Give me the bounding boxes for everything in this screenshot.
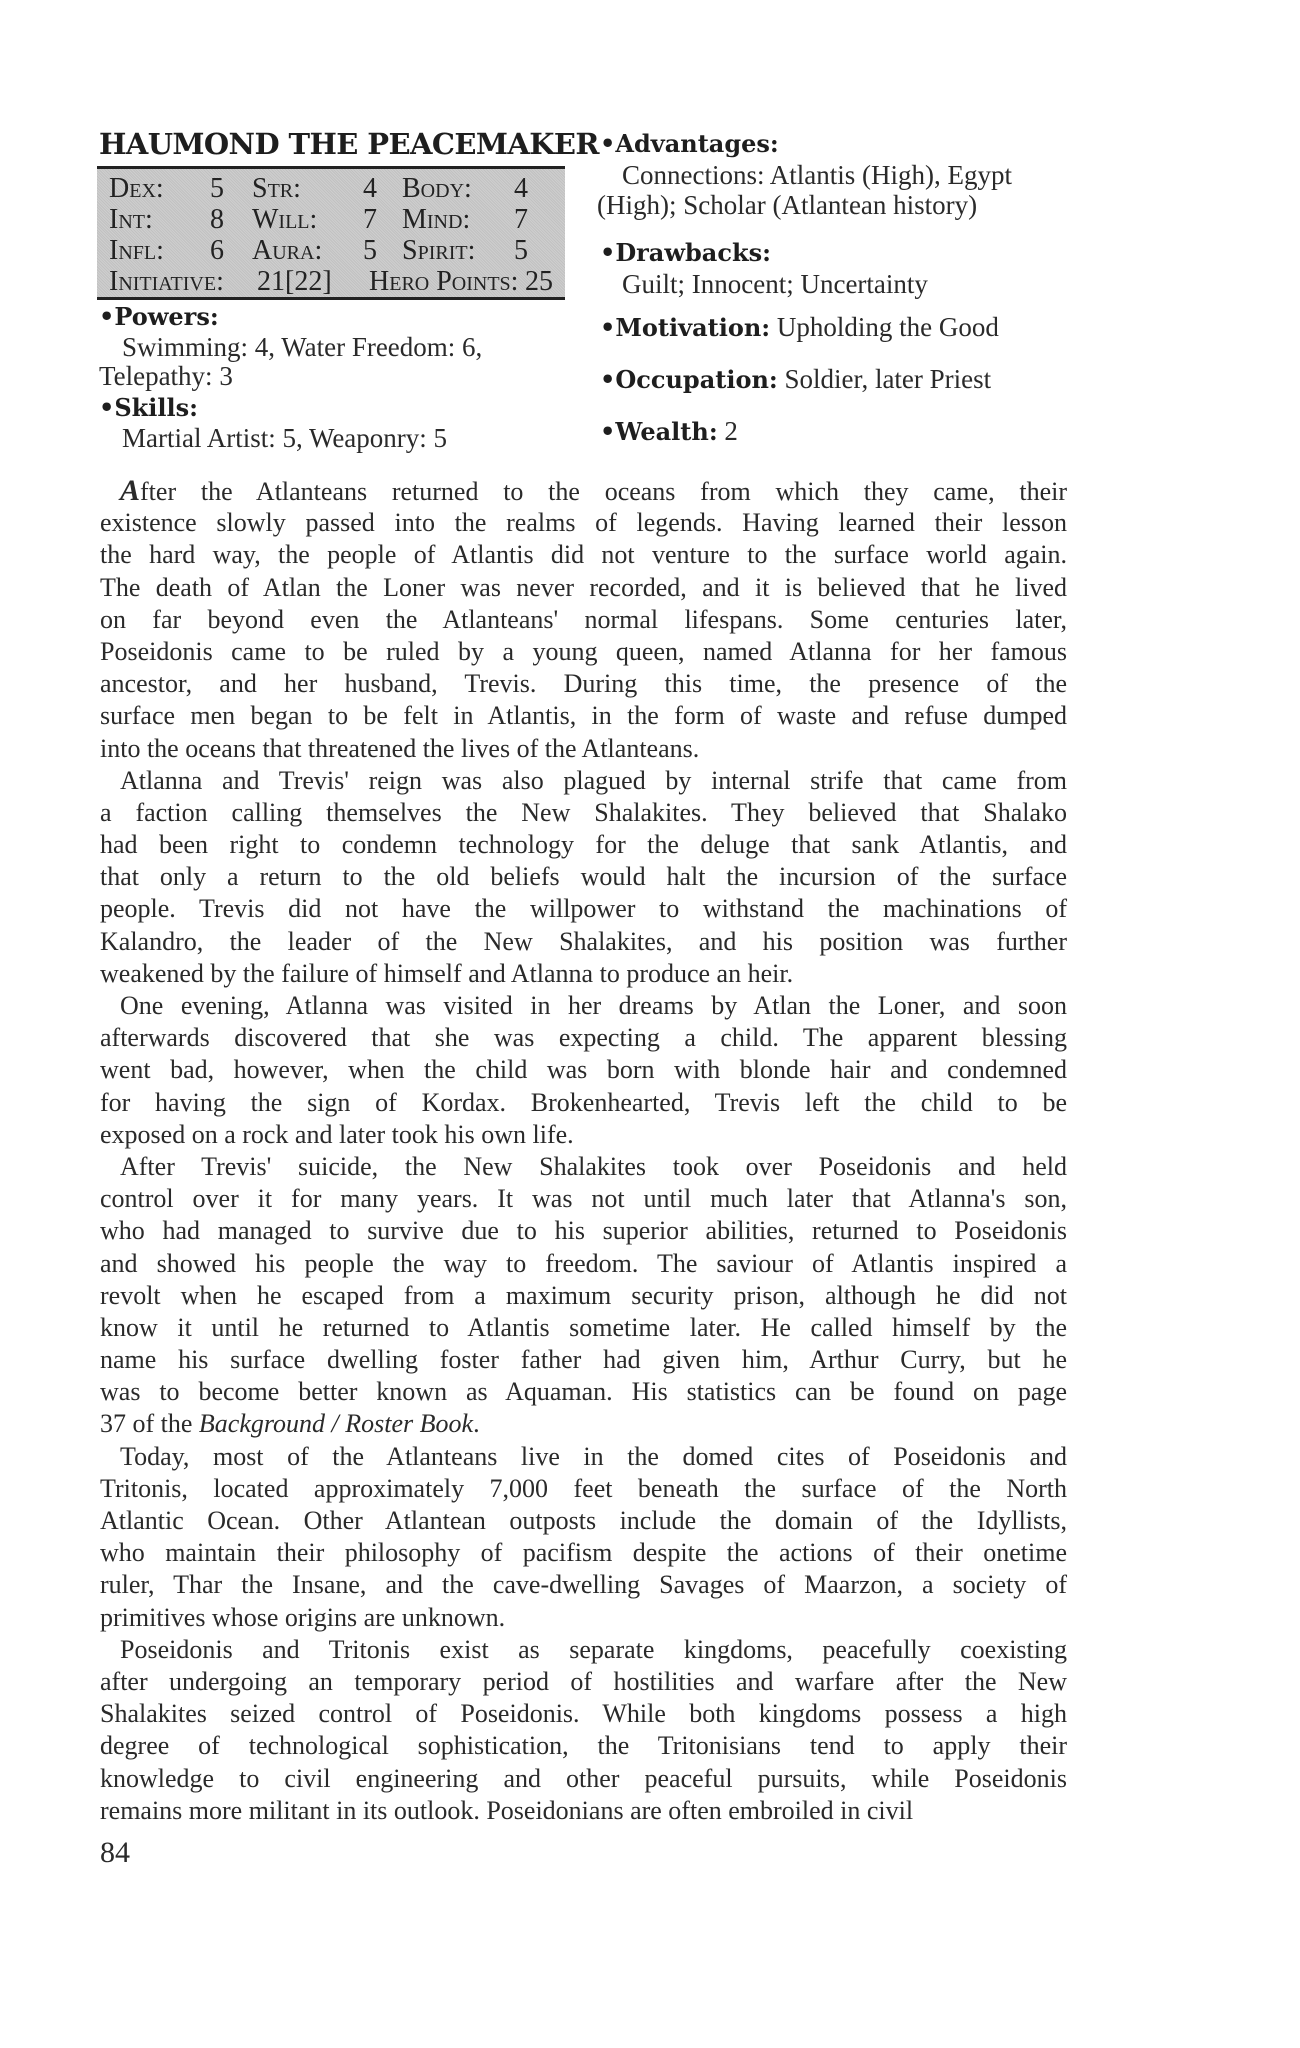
- advantages-label: Advantages:: [615, 129, 779, 158]
- stat-value: 8: [210, 204, 224, 235]
- bullet: •: [99, 302, 115, 331]
- text-line: that only a return to the old beliefs would halt the incursion of the surface: [100, 862, 1067, 892]
- character-name: HAUMOND THE PEACEMAKER: [99, 127, 599, 161]
- stat-value: 7: [363, 204, 377, 235]
- text-line: Kalandro, the leader of the New Shalakites, and his position was further: [100, 926, 1067, 956]
- bullet: •: [600, 238, 616, 267]
- text-line: Today, most of the Atlanteans live in the domed cites of Poseidonis and: [120, 1441, 1067, 1471]
- text-line: who had managed to survive due to his superior abilities, returned to Poseidonis: [100, 1216, 1067, 1246]
- text-line: ruler, Thar the Insane, and the cave-dwelling Savages of Maarzon, a society of: [100, 1570, 1067, 1600]
- drop-cap: A: [120, 474, 141, 507]
- stat-label: Infl:: [109, 235, 164, 266]
- stat-label: Mind:: [402, 204, 471, 235]
- bullet: •: [600, 129, 616, 158]
- text-line: who maintain their philosophy of pacifism despite the actions of their onetime: [100, 1538, 1067, 1568]
- text-line: The death of Atlan the Loner was never recorded, and it is believed that he lived: [100, 572, 1067, 602]
- bullet: •: [600, 313, 616, 342]
- skills-heading: [99, 393, 198, 422]
- stat-value: 5: [210, 173, 224, 204]
- paragraph: [100, 475, 1067, 765]
- text-line: into the oceans that threatened the lives of the Atlanteans.: [100, 733, 700, 763]
- text-line: exposed on a rock and later took his own life.: [100, 1119, 574, 1149]
- text-line: knowledge to civil engineering and other peaceful pursuits, while Poseidonis: [100, 1763, 1067, 1793]
- drawbacks-label: Drawbacks:: [615, 238, 771, 267]
- stat-value: 6: [210, 235, 224, 266]
- text-line: afterwards discovered that she was expecting a child. The apparent blessing: [100, 1023, 1067, 1053]
- paragraph: [100, 1634, 1067, 1827]
- text-line: the hard way, the people of Atlantis did not venture to the surface world again.: [100, 540, 1067, 570]
- stat-value: 4: [514, 173, 528, 204]
- text-line: surface men began to be felt in Atlantis, in the form of waste and refuse dumped: [100, 701, 1067, 731]
- text-line: control over it for many years. It was not until much later that Atlanna's son,: [100, 1184, 1067, 1214]
- text-line: Tritonis, located approximately 7,000 feet beneath the surface of the North: [100, 1473, 1067, 1503]
- text-line: a faction calling themselves the New Shalakites. They believed that Shalako: [100, 797, 1067, 827]
- text-line: After Trevis' suicide, the New Shalakites took over Poseidonis and held: [120, 1151, 1067, 1181]
- text-line: name his surface dwelling foster father had given him, Arthur Curry, but he: [100, 1345, 1067, 1375]
- stat-label: Str:: [252, 173, 301, 204]
- stat-row-initiative: [97, 266, 565, 298]
- text-line: and showed his people the way to freedom. The saviour of Atlantis inspired a: [100, 1248, 1067, 1278]
- text-line: was to become better known as Aquaman. His statistics can be found on page: [100, 1377, 1067, 1407]
- text-line: Atlanna and Trevis' reign was also plagued by internal strife that came from: [120, 765, 1067, 795]
- text-line: existence slowly passed into the realms of legends. Having learned their lesson: [100, 508, 1067, 538]
- text-line: people. Trevis did not have the willpower to withstand the machinations of: [100, 894, 1067, 924]
- hero-points-value: 25: [525, 266, 553, 297]
- text-line: degree of technological sophistication, the Tritonisians tend to apply their: [100, 1731, 1067, 1761]
- occupation-value: Soldier, later Priest: [784, 364, 992, 394]
- motivation: [600, 312, 999, 343]
- text-line: Atlantic Ocean. Other Atlantean outposts include the domain of the Idyllists,: [100, 1506, 1067, 1535]
- skills-line-1: Martial Artist: 5, Weaponry: 5: [122, 423, 448, 453]
- text-line: After the Atlanteans returned to the oceans from which they came, their: [120, 474, 1067, 507]
- hero-points-label: Hero Points:: [369, 266, 519, 297]
- stat-row: [97, 173, 565, 205]
- stat-value: 7: [514, 204, 528, 235]
- wealth: [600, 416, 738, 447]
- occupation: [600, 364, 991, 395]
- stat-value: 5: [514, 235, 528, 266]
- text-line: primitives whose origins are unknown.: [100, 1602, 506, 1632]
- skills-label: Skills:: [114, 393, 199, 422]
- stat-label: Body:: [402, 173, 472, 204]
- powers-heading: [99, 302, 219, 331]
- bullet: •: [99, 393, 115, 422]
- drawbacks-heading: [600, 238, 771, 267]
- text-line: Poseidonis came to be ruled by a young queen, named Atlanna for her famous: [100, 636, 1067, 666]
- wealth-label: Wealth:: [615, 417, 718, 446]
- text-line: 37 of the Background / Roster Book.: [100, 1409, 480, 1439]
- text-line: had been right to condemn technology for the deluge that sank Atlantis, and: [100, 830, 1067, 860]
- text-line: weakened by the failure of himself and Atlanna to produce an heir.: [100, 958, 794, 988]
- stat-label: Will:: [252, 204, 318, 235]
- text-line: One evening, Atlanna was visited in her dreams by Atlan the Loner, and soon: [120, 991, 1067, 1020]
- text-line: ancestor, and her husband, Trevis. During this time, the presence of the: [100, 669, 1067, 699]
- motivation-label: Motivation:: [615, 313, 771, 342]
- text-line: on far beyond even the Atlanteans' normal lifespans. Some centuries later,: [100, 604, 1067, 634]
- text-line: Poseidonis and Tritonis exist as separate kingdoms, peacefully coexisting: [120, 1634, 1067, 1664]
- text-line: Shalakites seized control of Poseidonis. While both kingdoms possess a high: [100, 1699, 1067, 1729]
- text-line: for having the sign of Kordax. Brokenhearted, Trevis left the child to be: [100, 1087, 1067, 1117]
- stat-label: Int:: [109, 204, 153, 235]
- wealth-value: 2: [724, 416, 738, 446]
- powers-line-1: Swimming: 4, Water Freedom: 6,: [122, 332, 483, 362]
- text-line: know it until he returned to Atlantis sometime later. He called himself by the: [100, 1312, 1067, 1342]
- stat-block: [97, 166, 565, 300]
- initiative-label: Initiative:: [109, 266, 224, 297]
- powers-label: Powers:: [114, 302, 219, 331]
- occupation-label: Occupation:: [615, 365, 778, 394]
- stat-label: Dex:: [109, 173, 164, 204]
- text-line: remains more militant in its outlook. Poseidonians are often embroiled in civil: [100, 1795, 914, 1825]
- stat-row: [97, 204, 565, 236]
- advantages-heading: [600, 129, 779, 158]
- paragraph: [100, 1151, 1067, 1441]
- stat-label: Aura:: [252, 235, 323, 266]
- motivation-value: Upholding the Good: [776, 312, 999, 342]
- body-text: [100, 475, 1067, 1827]
- paragraph: [100, 765, 1067, 990]
- stat-row: [97, 235, 565, 267]
- powers-line-2: Telepathy: 3: [99, 361, 233, 391]
- bullet: •: [600, 365, 616, 394]
- drawbacks-line-1: Guilt; Innocent; Uncertainty: [622, 269, 928, 299]
- advantages-line-1: Connections: Atlantis (High), Egypt: [622, 160, 1012, 190]
- text-line: went bad, however, when the child was born with blonde hair and condemned: [100, 1055, 1067, 1085]
- page-number: 84: [100, 1836, 130, 1869]
- text-line: after undergoing an temporary period of hostilities and warfare after the New: [100, 1666, 1067, 1696]
- stat-label: Spirit:: [402, 235, 476, 266]
- stat-value: 4: [363, 173, 377, 204]
- paragraph: [100, 990, 1067, 1151]
- bullet: •: [600, 417, 616, 446]
- paragraph: [100, 1441, 1067, 1634]
- advantages-line-2: (High); Scholar (Atlantean history): [597, 190, 978, 220]
- book-title: Background / Roster Book: [198, 1409, 474, 1439]
- stat-value: 5: [363, 235, 377, 266]
- text-line: revolt when he escaped from a maximum security prison, although he did not: [100, 1280, 1067, 1310]
- initiative-value: 21[22]: [257, 266, 332, 297]
